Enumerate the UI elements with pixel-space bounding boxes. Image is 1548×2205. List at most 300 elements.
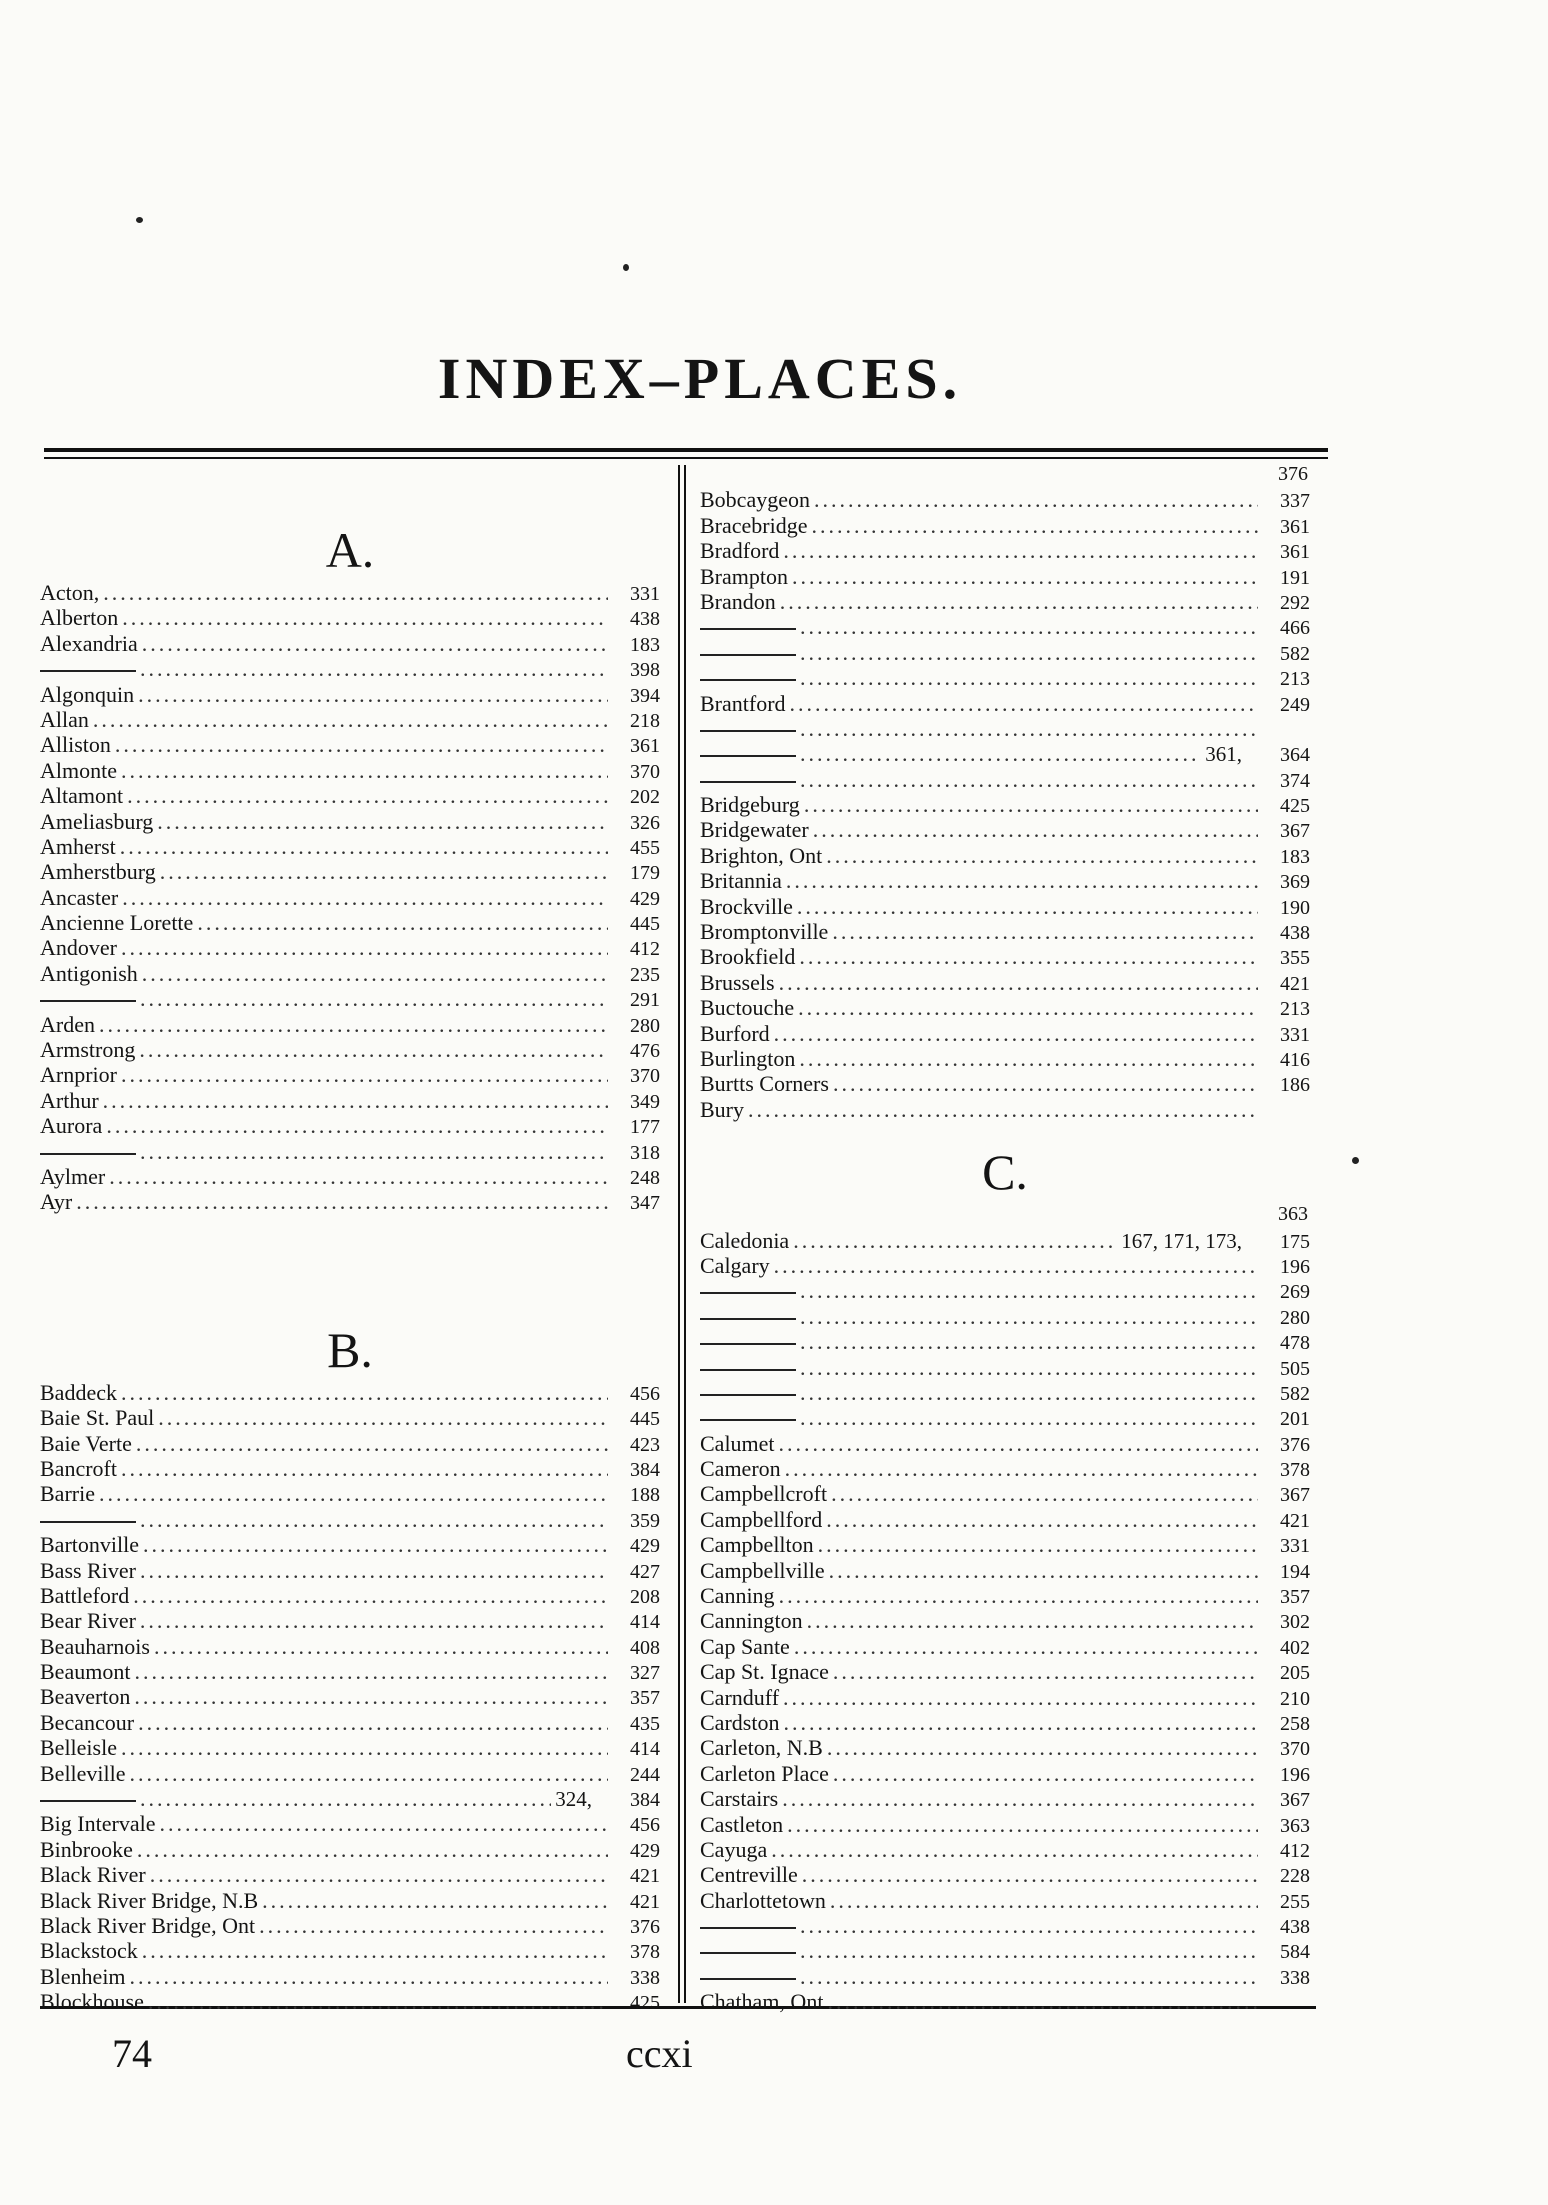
column-divider: [684, 465, 686, 2003]
place-name: Ameliasburg: [40, 808, 154, 834]
page-ref: 421: [1280, 1509, 1310, 1532]
page-ref: 367: [1280, 820, 1310, 843]
index-entry: [40, 1164, 660, 1189]
place-name: Ancaster: [40, 884, 119, 910]
index-entry: [700, 741, 1310, 766]
roman-page-number: ccxi: [626, 2031, 693, 2076]
dot-leader: [833, 1071, 1258, 1096]
ditto-dash: [40, 1153, 136, 1155]
place-name: Bartonville: [40, 1532, 139, 1558]
place-name: Centreville: [700, 1862, 798, 1888]
dot-leader: [109, 1164, 608, 1189]
place-name: Bridgeburg: [700, 792, 800, 818]
place-name: Amherstburg: [40, 859, 156, 885]
index-entry: [700, 1021, 1310, 1046]
dot-leader: [831, 1481, 1258, 1506]
page-ref: 269: [1280, 1281, 1310, 1304]
index-entry: [40, 1113, 660, 1138]
ditto-dash: [700, 628, 796, 630]
dot-leader: [76, 1189, 608, 1214]
index-entry: [700, 894, 1310, 919]
place-name: Caledonia: [700, 1227, 790, 1253]
page-ref: 359: [630, 1509, 660, 1532]
page-ref: 416: [1280, 1048, 1310, 1071]
dot-leader: [790, 691, 1258, 716]
index-entry: [700, 1380, 1310, 1405]
dot-leader: [142, 631, 608, 656]
index-entry: [700, 995, 1310, 1020]
ditto-dash: [40, 670, 136, 672]
page-ref: 412: [1280, 1839, 1310, 1862]
place-name: Burford: [700, 1020, 770, 1046]
page-ref: 455: [630, 836, 660, 859]
place-name: Binbrooke: [40, 1836, 133, 1862]
index-entry: [700, 1964, 1310, 1989]
ditto-dash: [700, 1318, 796, 1320]
place-name: Bass River: [40, 1557, 136, 1583]
page-ref: 190: [1280, 896, 1310, 919]
page-ref: 429: [630, 1839, 660, 1862]
index-entry: [700, 1862, 1310, 1887]
page-ref: 584: [1280, 1941, 1310, 1964]
page-ref: 421: [630, 1865, 660, 1888]
place-name: Battleford: [40, 1582, 130, 1608]
index-entry: [40, 1608, 660, 1633]
place-name: Bury: [700, 1096, 744, 1122]
dot-leader: [800, 1938, 1258, 1963]
page-ref: 208: [630, 1585, 660, 1608]
dot-leader: [814, 487, 1258, 512]
page-ref: 408: [630, 1636, 660, 1659]
dot-leader: [99, 1481, 608, 1506]
place-name: Bromptonville: [700, 919, 829, 945]
page-ref: 456: [630, 1382, 660, 1405]
dot-leader: [159, 1811, 608, 1836]
dot-leader: [120, 834, 608, 859]
index-entry: [40, 1888, 660, 1913]
dot-leader: [799, 944, 1258, 969]
place-name: Beaumont: [40, 1659, 131, 1685]
index-entry: [40, 1380, 660, 1405]
dot-leader: [782, 1786, 1258, 1811]
place-name: Calumet: [700, 1430, 775, 1456]
place-name: Castleton: [700, 1811, 784, 1837]
ditto-dash: [700, 1927, 796, 1929]
dot-leader: [800, 767, 1258, 792]
dot-leader: [158, 1405, 608, 1430]
place-name: Campbellville: [700, 1557, 825, 1583]
index-entry: [700, 1735, 1310, 1760]
place-name: Baddeck: [40, 1379, 117, 1405]
dot-leader: [121, 1735, 608, 1760]
index-entry: [700, 1228, 1310, 1253]
place-name: Carleton, N.B: [700, 1735, 823, 1761]
page-ref: 196: [1280, 1255, 1310, 1278]
dot-leader: [804, 792, 1258, 817]
page-ref: 438: [1280, 1916, 1310, 1939]
dot-leader: [787, 1812, 1258, 1837]
place-name: Alexandria: [40, 630, 138, 656]
page-ref: 244: [630, 1763, 660, 1786]
index-entry: [40, 1012, 660, 1037]
place-name: Bracebridge: [700, 512, 808, 538]
index-entry: [700, 640, 1310, 665]
page-ref: 367: [1280, 1789, 1310, 1812]
column-divider: [678, 465, 680, 2003]
section-letter: B.: [327, 1321, 373, 1378]
index-entry: [40, 1938, 660, 1963]
dot-leader: [121, 1380, 608, 1405]
index-entry: [700, 487, 1310, 512]
index-entry: [40, 1431, 660, 1456]
index-entry: [700, 665, 1310, 690]
dot-leader: [827, 1989, 1258, 2014]
place-name: Brighton, Ont: [700, 842, 823, 868]
section-letter: A.: [325, 522, 375, 578]
place-name: Brockville: [700, 893, 793, 919]
index-entry: [700, 1583, 1310, 1608]
place-name: Antigonish: [40, 960, 138, 986]
top-rule-thin: [44, 457, 1328, 459]
scan-speck: [136, 217, 143, 223]
index-entry: [40, 986, 660, 1011]
dot-leader: [142, 961, 608, 986]
page-ref: 374: [1280, 769, 1310, 792]
index-entry: [700, 1355, 1310, 1380]
index-entry: [40, 1532, 660, 1557]
dot-leader: [160, 859, 608, 884]
page-ref: 402: [1280, 1636, 1310, 1659]
page-ref: 179: [630, 862, 660, 885]
dot-leader: [771, 1837, 1258, 1862]
page-ref: 213: [1280, 668, 1310, 691]
dot-leader: [812, 513, 1259, 538]
page-ref: 191: [1280, 566, 1310, 589]
place-name: Brussels: [700, 969, 775, 995]
dot-leader: [130, 1761, 608, 1786]
dot-leader: [103, 580, 608, 605]
place-name: Blenheim: [40, 1963, 126, 1989]
page-ref: 280: [630, 1014, 660, 1037]
place-name: Almonte: [40, 757, 117, 783]
page-ref: 421: [1280, 972, 1310, 995]
index-entry: [40, 1634, 660, 1659]
dot-leader: [783, 538, 1258, 563]
place-name: Belleville: [40, 1760, 126, 1786]
index-entry: [700, 970, 1310, 995]
page-ref: 355: [1280, 947, 1310, 970]
place-name: Blackstock: [40, 1938, 138, 1964]
dot-leader: [121, 758, 608, 783]
place-name: Arnprior: [40, 1062, 117, 1088]
left-column: [40, 520, 660, 2015]
index-entry: [40, 961, 660, 986]
place-name: Campbellford: [700, 1506, 823, 1532]
page-ref: 347: [630, 1192, 660, 1215]
page-ref: 177: [630, 1116, 660, 1139]
dot-leader: [798, 995, 1258, 1020]
page-ref: 249: [1280, 693, 1310, 716]
page-ref: 429: [630, 887, 660, 910]
place-name: Alliston: [40, 732, 111, 758]
index-entry: [40, 1913, 660, 1938]
dot-leader: [259, 1913, 608, 1938]
dot-leader: [154, 1634, 608, 1659]
index-entry: [700, 1253, 1310, 1278]
dot-leader: [800, 1913, 1258, 1938]
page-ref: 384: [630, 1789, 660, 1812]
page-ref: 235: [630, 963, 660, 986]
page-ref: 478: [1280, 1332, 1310, 1355]
dot-leader: [140, 656, 608, 681]
dot-leader: [134, 1684, 608, 1709]
dot-leader: [140, 986, 608, 1011]
dot-leader: [138, 682, 608, 707]
dot-leader: [833, 1659, 1258, 1684]
page-ref: 327: [630, 1662, 660, 1685]
index-entry: [700, 919, 1310, 944]
page-ref: 582: [1280, 1382, 1310, 1405]
dot-leader: [122, 885, 608, 910]
page-ref: 505: [1280, 1357, 1310, 1380]
index-entry: [40, 1684, 660, 1709]
place-name: Andover: [40, 935, 117, 961]
page-ref: 370: [630, 1065, 660, 1088]
place-name: Ayr: [40, 1189, 73, 1215]
page-ref: 384: [630, 1458, 660, 1481]
page-ref: 338: [630, 1966, 660, 1989]
index-entry: [40, 1989, 660, 2014]
page-ref: 369: [1280, 871, 1310, 894]
dot-leader: [800, 1405, 1258, 1430]
page-ref: 423: [630, 1433, 660, 1456]
index-entry: [700, 1938, 1310, 1963]
dot-leader: [832, 919, 1258, 944]
index-entry: [700, 1710, 1310, 1735]
page-ref: 378: [630, 1941, 660, 1964]
page-ref: 292: [1280, 591, 1310, 614]
page-ref: 364: [1280, 744, 1310, 767]
index-entry: [700, 1329, 1310, 1354]
index-entry: [700, 1304, 1310, 1329]
extra-pages: 167, 171, 173,: [1121, 1228, 1242, 1253]
place-name: Britannia: [700, 868, 782, 894]
page-ref: 331: [630, 583, 660, 605]
dot-leader: [140, 1139, 608, 1164]
place-name: Beaverton: [40, 1684, 131, 1710]
page-ref: 445: [630, 1408, 660, 1431]
index-entry: [40, 1761, 660, 1786]
page-ref: 349: [630, 1090, 660, 1113]
place-name: Alberton: [40, 605, 119, 631]
page-ref: 318: [630, 1141, 660, 1164]
section-spacer: [40, 1215, 660, 1320]
page-ref: 363: [1278, 1203, 1308, 1226]
dot-leader: [748, 1097, 1258, 1122]
dot-leader: [143, 1532, 608, 1557]
index-entry: [40, 1735, 660, 1760]
dot-leader: [140, 1558, 608, 1583]
page-ref: 476: [630, 1040, 660, 1063]
dot-leader: [786, 868, 1258, 893]
page-ref: 338: [1280, 1966, 1310, 1989]
dot-leader: [833, 1761, 1258, 1786]
index-entry: [700, 1558, 1310, 1583]
dot-leader: [800, 640, 1258, 665]
index-entry: [40, 834, 660, 859]
page-ref: 438: [1280, 922, 1310, 945]
dot-leader: [774, 1021, 1258, 1046]
dot-leader: [800, 716, 1258, 741]
index-entry: [40, 1862, 660, 1887]
place-name: Big Intervale: [40, 1811, 156, 1837]
page-ref: 425: [1280, 795, 1310, 818]
place-name: Amherst: [40, 833, 116, 859]
index-entry: [40, 910, 660, 935]
page-ref: 302: [1280, 1611, 1310, 1634]
dot-leader: [813, 817, 1258, 842]
right-column: [700, 462, 1310, 2015]
place-name: Carstairs: [700, 1786, 779, 1812]
place-name: Black River Bridge, N.B: [40, 1887, 259, 1913]
page-ref: 361: [1280, 515, 1310, 538]
place-name: Bobcaygeon: [700, 487, 810, 513]
index-entry: [700, 513, 1310, 538]
index-entry: [700, 1431, 1310, 1456]
dot-leader: [785, 1456, 1258, 1481]
index-entry: [40, 1507, 660, 1532]
place-name: Cannington: [700, 1608, 803, 1634]
ditto-dash: [40, 1000, 136, 1002]
index-entry: [700, 1989, 1310, 2014]
index-entry: [40, 1088, 660, 1113]
dot-leader: [99, 1012, 608, 1037]
dot-leader: [799, 1046, 1258, 1071]
index-entry: [40, 1659, 660, 1684]
page-ref: 376: [1278, 463, 1308, 485]
place-name: Cardston: [700, 1709, 780, 1735]
dot-leader: [774, 1253, 1258, 1278]
dot-leader: [779, 1583, 1258, 1608]
dot-leader: [827, 1735, 1258, 1760]
page-ref: 378: [1280, 1459, 1310, 1482]
dot-leader: [826, 1507, 1258, 1532]
place-name: Belleisle: [40, 1735, 117, 1761]
dot-leader: [800, 614, 1258, 639]
page-ref: 376: [630, 1915, 660, 1938]
dot-leader: [142, 1938, 608, 1963]
dot-leader: [800, 1278, 1258, 1303]
place-name: Allan: [40, 706, 89, 732]
page-ref: 367: [1280, 1484, 1310, 1507]
place-name: Bridgewater: [700, 817, 809, 843]
index-entry: [700, 1685, 1310, 1710]
index-entry: [700, 1507, 1310, 1532]
place-name: Ancienne Lorette: [40, 910, 194, 936]
dot-leader: [794, 1634, 1258, 1659]
ditto-dash: [700, 654, 796, 656]
place-name: Cap St. Ignace: [700, 1659, 829, 1685]
index-entry: [700, 1761, 1310, 1786]
page-ref: 425: [630, 1992, 660, 2015]
dot-leader: [783, 1685, 1258, 1710]
page-ref: 412: [630, 938, 660, 961]
index-entry: [40, 732, 660, 757]
page-ref: 183: [1280, 845, 1310, 868]
place-name: Armstrong: [40, 1037, 136, 1063]
index-entry: [40, 1139, 660, 1164]
page-ref: 421: [630, 1890, 660, 1913]
index-entry: [700, 1278, 1310, 1303]
place-name: Cap Sante: [700, 1633, 790, 1659]
index-entry: [700, 843, 1310, 868]
dot-leader: [826, 843, 1258, 868]
extra-pages: 361,: [1205, 742, 1242, 767]
page-ref: 456: [630, 1814, 660, 1837]
index-entry: [40, 1456, 660, 1481]
dot-leader: [800, 1304, 1258, 1329]
index-entry: [40, 656, 660, 681]
page-ref: 435: [630, 1712, 660, 1735]
page-ref: 466: [1280, 617, 1310, 640]
dot-leader: [130, 1964, 608, 1989]
extra-pages: 324,: [555, 1787, 592, 1812]
scan-speck: [623, 264, 629, 271]
ditto-dash: [700, 1292, 796, 1294]
index-entry: [700, 538, 1310, 563]
index-entry: [40, 682, 660, 707]
index-entry: [40, 1964, 660, 1989]
page-ref: 196: [1280, 1763, 1310, 1786]
index-entry: [700, 589, 1310, 614]
index-entry: [700, 564, 1310, 589]
index-entry: [700, 1046, 1310, 1071]
dot-leader: [106, 1113, 608, 1138]
dot-leader: [157, 809, 608, 834]
page-ref: 370: [630, 760, 660, 783]
place-name: Bear River: [40, 1608, 136, 1634]
page-ref: 445: [630, 913, 660, 936]
dot-leader: [783, 1710, 1258, 1735]
place-name: Burtts Corners: [700, 1071, 829, 1097]
dot-leader: [133, 1583, 608, 1608]
ditto-dash: [700, 1343, 796, 1345]
place-name: Canning: [700, 1583, 775, 1609]
dot-leader: [140, 1507, 608, 1532]
dot-leader: [802, 1862, 1258, 1887]
page-ref: 213: [1280, 998, 1310, 1021]
place-name: Buctouche: [700, 995, 795, 1021]
place-name: Cayuga: [700, 1836, 768, 1862]
page-ref: 255: [1280, 1890, 1310, 1913]
page-ref: 201: [1280, 1408, 1310, 1431]
place-name: Chatham, Ont: [700, 1989, 824, 2015]
index-entry: [40, 859, 660, 884]
page-ref: 210: [1280, 1687, 1310, 1710]
index-entry: [700, 614, 1310, 639]
place-name: Brandon: [700, 588, 776, 614]
dot-leader: [797, 894, 1258, 919]
ditto-dash: [700, 1419, 796, 1421]
page-ref: 357: [1280, 1586, 1310, 1609]
place-name: Baie St. Paul: [40, 1405, 155, 1431]
index-entry: [40, 1786, 660, 1811]
index-entry: [700, 944, 1310, 969]
index-entry: [700, 691, 1310, 716]
page-ref: 361: [1280, 541, 1310, 564]
index-entry: [40, 1062, 660, 1087]
place-name: Altamont: [40, 783, 124, 809]
